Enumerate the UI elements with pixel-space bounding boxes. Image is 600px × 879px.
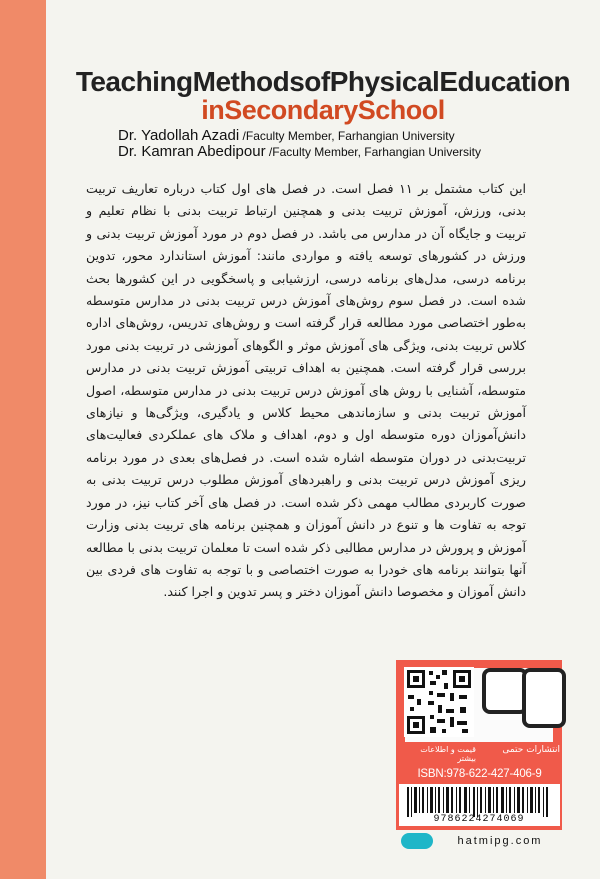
publisher-logo-icon — [522, 668, 566, 728]
qr-code-icon[interactable] — [404, 667, 474, 737]
author-name: Dr. Kamran Abedipour — [118, 143, 266, 160]
publisher-website-link[interactable]: hatmipg.com — [457, 835, 543, 847]
author-entry — [118, 144, 588, 160]
author-entry — [118, 128, 588, 144]
author-name: Dr. Yadollah Azadi — [118, 127, 240, 144]
book-spine-strip — [0, 0, 46, 879]
book-title-line1: TeachingMethodsofPhysicalEducation — [75, 66, 571, 97]
author-role: /Faculty Member, Farhangian University — [239, 129, 455, 143]
publisher-subtitle: قیمت و اطلاعات بیشتر — [420, 745, 476, 763]
book-title-line2: inSecondarySchool — [201, 95, 445, 125]
barcode-number: 9786224274069 — [433, 814, 525, 825]
website-logo-icon — [401, 833, 433, 849]
author-role: /Faculty Member, Farhangian University — [265, 145, 482, 159]
author-list — [118, 128, 588, 160]
book-description: این کتاب مشتمل بر ۱۱ فصل است. در فصل های اول کتاب درباره تعاریف تربیت بدنی، ورزش، آموزش تربیت بدنی و همچنین ارتباط تربیت بدنی با نظام تعلیم و تربیت و جایگاه آن در مدارس می باشد. در فصل دوم در مورد آموزش تربیت بدنی و ورزش در کشورهای توسعه یافته و مواردی مانند: آموزش استاندارد محور، تدوین برنامه درسی، مدل‌های برنامه درسی، ارزشیابی و پاسخگویی در این کشورها بحث شده است. در فصل سوم روش‌های آموزش درس تربیت بدنی در مدارس متوسطه به‌طور اختصاصی مورد مطالعه قرار گرفته است و روش‌های تدریس، روش‌های اداره کلاس تربیت بدنی، ویژگی های آموزش موثر و الگوهای آموزشی در تربیت بدنی مورد بررسی قرار گرفته است. همچنین به اهداف تربیتی آموزش تربیت بدنی در مدارس متوسطه، آشنایی با روش های آموزش درس تربیت بدنی در مدارس متوسطه، اصول آموزش تربیت بدنی و سازماندهی محیط کلاس و یادگیری، ویژگی‌ها و نیازهای دانش‌آموزان دوره متوسطه اول و دوم، اهداف و ملاک های عملکردی فعالیت‌های تربیت‌بدنی در دوران متوسطه اشاره شده است. در فصل‌های بعدی در مورد برنامه ریزی آموزش درس تربیت بدنی و راهبردهای آموزش مطلوب درس تربیت بدنی به صورت کاربردی مطالب مهمی ذکر شده است. در فصل های آخر کتاب نیز، در مورد توجه به تفاوت ها و تنوع در دانش آموزان و همچنین برنامه های تربیت بدنی وزارت آموزش و پرورش در مدارس مطالبی ذکر شده است تا معلمان تربیت بدنی با مطالعه آنها بتوانند برنامه های خودرا به صورت اختصاصی و با توجه به تفاوت های فردی بین دانش آموزان و مخصوصا دانش آموزان دختر و پسر تدوین و اجرا کنند. — [86, 181, 526, 600]
isbn-label: ISBN:978-622-427-406-9 — [399, 765, 560, 783]
publisher-name: انتشارات حتمی — [502, 745, 560, 755]
